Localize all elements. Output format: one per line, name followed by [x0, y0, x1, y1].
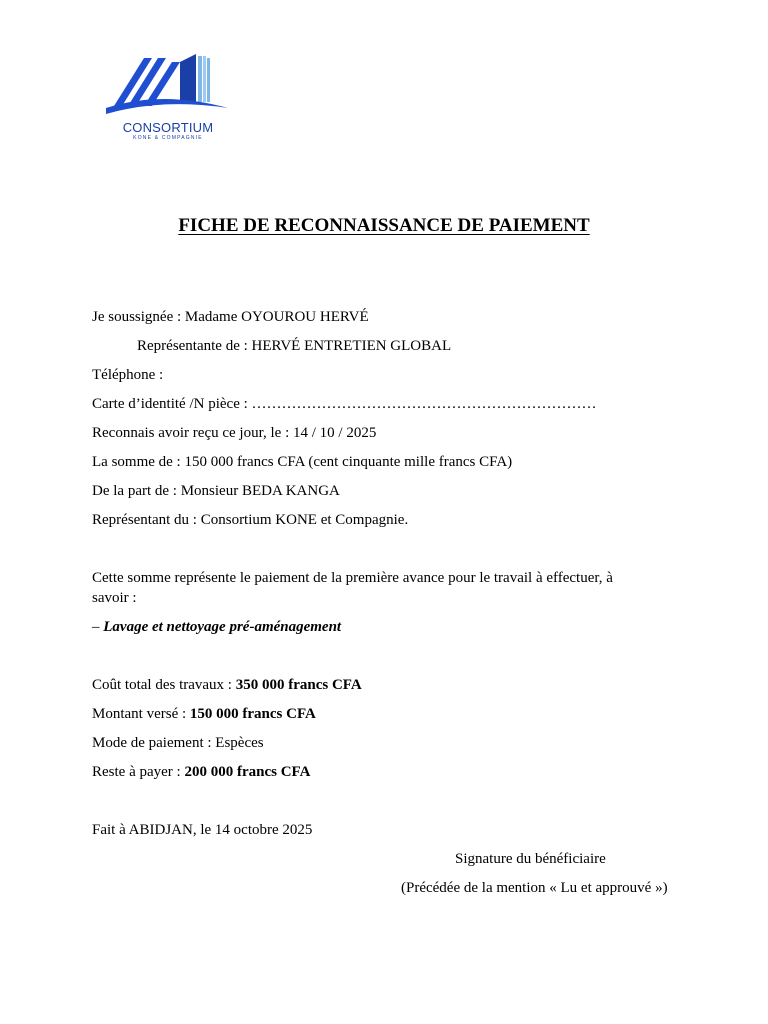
- purpose-item-dash: –: [92, 619, 104, 635]
- purpose-paragraph: Cette somme représente le paiement de la première avance pour le travail à effectuer, à savoir :: [92, 570, 613, 606]
- payer-line: De la part de : Monsieur BEDA KANGA: [92, 483, 340, 499]
- amount-paid-value: 150 000 francs CFA: [189, 706, 316, 722]
- logo-name: CONSORTIUM: [122, 120, 214, 135]
- signature-label: Signature du bénéficiaire: [455, 851, 606, 867]
- amount-paid-line: [92, 704, 316, 724]
- amount-paid-label: Montant versé :: [92, 706, 190, 722]
- payment-method-line: Mode de paiement : Espèces: [92, 735, 264, 751]
- total-cost-value: 350 000 francs CFA: [235, 677, 362, 693]
- remaining-value: 200 000 francs CFA: [184, 764, 311, 780]
- purpose-item-text: Lavage et nettoyage pré-aménagement: [103, 619, 342, 635]
- total-cost-label: Coût total des travaux :: [92, 677, 236, 693]
- received-date-line: Reconnais avoir reçu ce jour, le : 14 / 10 / 2025: [92, 425, 377, 441]
- company-logo: [92, 44, 244, 144]
- logo-subtitle: KONE & COMPAGNIE: [133, 135, 203, 141]
- telephone-line: Téléphone :: [92, 367, 164, 383]
- purpose-item: [92, 617, 341, 637]
- logo-building-icon: [92, 44, 244, 120]
- total-cost-line: [92, 675, 362, 695]
- remaining-label: Reste à payer :: [92, 764, 185, 780]
- identity-card-line: Carte d’identité /N pièce : ……………………………………………………………: [92, 396, 597, 412]
- amount-line: La somme de : 150 000 francs CFA (cent cinquante mille francs CFA): [92, 454, 513, 470]
- soussignee-line: Je soussignée : Madame OYOUROU HERVÉ: [92, 309, 369, 325]
- place-date-line: Fait à ABIDJAN, le 14 octobre 2025: [92, 822, 313, 838]
- remaining-line: [92, 762, 310, 782]
- payer-representative-line: Représentant du : Consortium KONE et Compagnie.: [92, 512, 409, 528]
- signature-mention: (Précédée de la mention « Lu et approuvé »): [401, 880, 668, 896]
- representante-line: Représentante de : HERVÉ ENTRETIEN GLOBAL: [137, 338, 452, 354]
- document-title: FICHE DE RECONNAISSANCE DE PAIEMENT: [178, 215, 590, 236]
